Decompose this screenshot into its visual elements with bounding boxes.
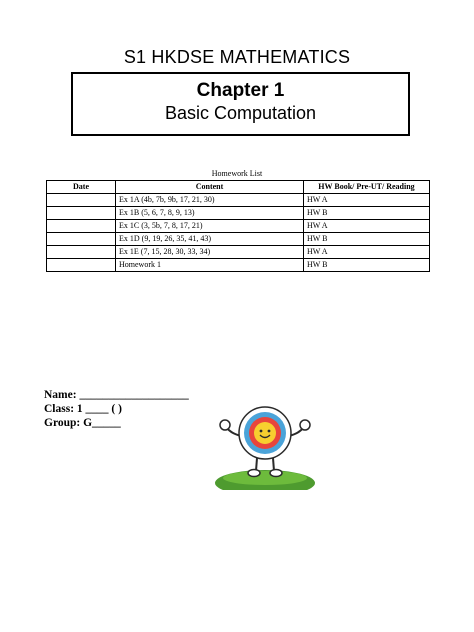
date-cell bbox=[47, 233, 116, 246]
table-row bbox=[47, 194, 430, 207]
content-cell: Ex 1B (5, 6, 7, 8, 9, 13) bbox=[116, 207, 304, 220]
student-class-line: Class: 1 ____ ( ) bbox=[44, 403, 122, 415]
homework-table bbox=[46, 180, 430, 272]
table-row bbox=[47, 259, 430, 272]
student-name-line: Name: ___________________ bbox=[44, 389, 189, 401]
date-cell bbox=[47, 220, 116, 233]
content-cell: Homework 1 bbox=[116, 259, 304, 272]
type-cell: HW A bbox=[304, 220, 430, 233]
content-cell: Ex 1A (4b, 7b, 9b, 17, 21, 30) bbox=[116, 194, 304, 207]
table-header-row bbox=[47, 181, 430, 194]
student-info-block bbox=[44, 388, 189, 430]
type-cell: HW B bbox=[304, 207, 430, 220]
column-header-type: HW Book/ Pre-UT/ Reading bbox=[304, 181, 430, 194]
column-header-date: Date bbox=[47, 181, 116, 194]
target-mascot-icon bbox=[214, 398, 316, 490]
type-cell: HW B bbox=[304, 259, 430, 272]
table-row bbox=[47, 233, 430, 246]
type-cell: HW A bbox=[304, 246, 430, 259]
homework-list-caption: Homework List bbox=[211, 169, 263, 178]
content-cell: Ex 1D (9, 19, 26, 35, 41, 43) bbox=[116, 233, 304, 246]
type-cell: HW A bbox=[304, 194, 430, 207]
date-cell bbox=[47, 194, 116, 207]
date-cell bbox=[47, 259, 116, 272]
date-cell bbox=[47, 246, 116, 259]
table-row bbox=[47, 220, 430, 233]
content-cell: Ex 1C (3, 5b, 7, 8, 17, 21) bbox=[116, 220, 304, 233]
table-row bbox=[47, 207, 430, 220]
table-row bbox=[47, 246, 430, 259]
type-cell: HW B bbox=[304, 233, 430, 246]
chapter-name: Basic Computation bbox=[164, 103, 317, 123]
column-header-content: Content bbox=[116, 181, 304, 194]
document-title: S1 HKDSE MATHEMATICS bbox=[123, 47, 351, 67]
chapter-box bbox=[71, 72, 410, 136]
date-cell bbox=[47, 207, 116, 220]
content-cell: Ex 1E (7, 15, 28, 30, 33, 34) bbox=[116, 246, 304, 259]
student-group-line: Group: G_____ bbox=[44, 417, 121, 429]
chapter-number: Chapter 1 bbox=[196, 80, 285, 101]
